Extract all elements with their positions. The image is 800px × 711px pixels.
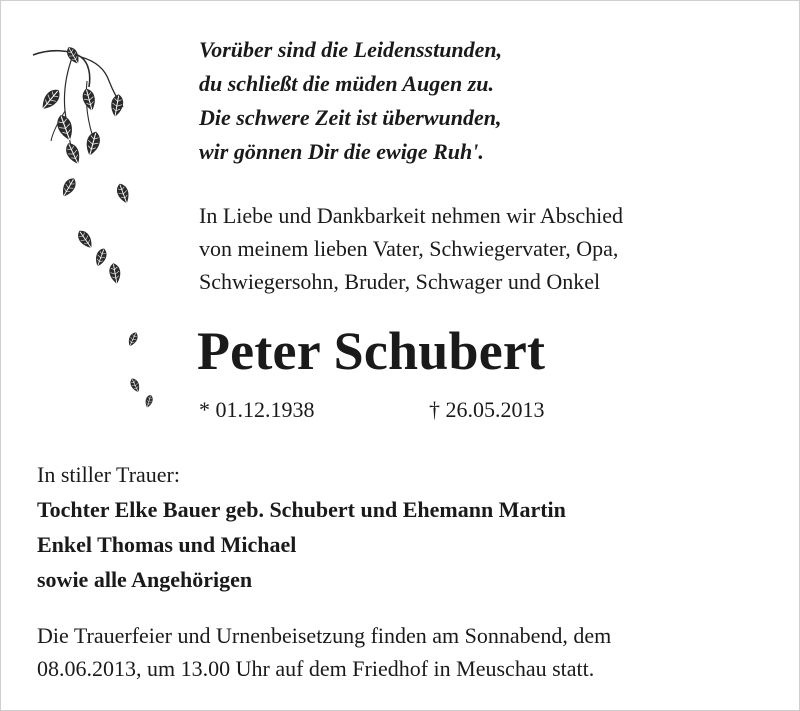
farewell-intro [199,199,623,298]
mourner-line: Enkel Thomas und Michael [37,532,297,557]
service-line: 08.06.2013, um 13.00 Uhr auf dem Friedhof in Meuschau statt. [37,656,595,681]
mourner-line: sowie alle Angehörigen [37,567,253,592]
mourner-line: Tochter Elke Bauer geb. Schubert und Ehemann Martin [37,497,566,522]
poem-line: du schließt die müden Augen zu. [199,71,495,96]
service-line: Die Trauerfeier und Urnenbeisetzung finden am Sonnabend, dem [37,623,612,648]
poem-line: Vorüber sind die Leidensstunden, [199,37,503,62]
life-dates [199,396,545,424]
funeral-service-info [37,619,611,685]
poem-line: wir gönnen Dir die ewige Ruh'. [199,139,484,164]
deceased-name: Peter Schubert [197,321,546,381]
intro-line: In Liebe und Dankbarkeit nehmen wir Abschied [199,203,623,228]
mourners-block [37,457,566,597]
birth-date: * 01.12.1938 [199,397,315,422]
intro-line: von meinem lieben Vater, Schwiegervater, Opa, [199,236,619,261]
mourners-heading: In stiller Trauer: [37,462,180,487]
death-date: † 26.05.2013 [429,397,545,422]
memorial-poem [199,33,502,169]
poem-line: Die schwere Zeit ist überwunden, [199,105,502,130]
intro-line: Schwiegersohn, Bruder, Schwager und Onkel [199,269,601,294]
falling-leaves-illustration [29,41,169,421]
